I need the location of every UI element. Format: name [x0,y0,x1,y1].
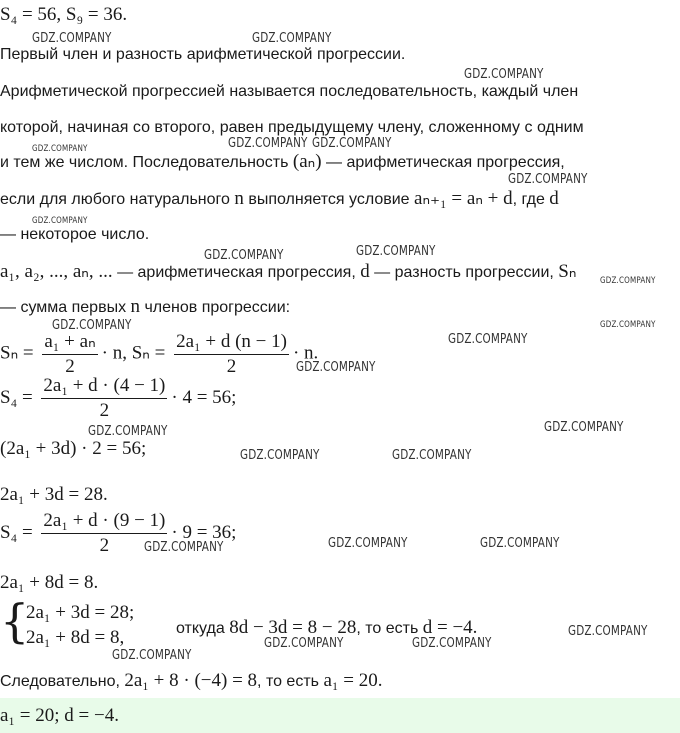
watermark: GDZ.COMPANY [144,540,224,555]
watermark: GDZ.COMPANY [52,318,132,333]
sum-description: — сумма первых n членов прогрессии: [0,296,291,317]
system-equation-2: 2a₁ + 8d = 8, [26,627,125,648]
watermark: GDZ.COMPANY [568,624,648,639]
definition-line-3: и тем же числом. Последовательность (aₙ) — арифметическая прогрессия, [0,151,565,172]
watermark: GDZ.COMPANY [240,448,320,463]
equation-6: 2a₁ + 8d = 8. [0,572,99,593]
definition-line-5: — некоторое число. [0,226,150,243]
sequence-line: a₁, a₂, ..., aₙ, ... — арифметическая прогрессия, d — разность прогрессии, Sₙ [0,261,577,282]
system-equation-1: 2a₁ + 3d = 28; [26,602,135,623]
watermark: GDZ.COMPANY [480,536,560,551]
watermark: GDZ.COMPANY [508,172,588,187]
watermark: GDZ.COMPANY [600,320,656,330]
watermark: GDZ.COMPANY [112,648,192,663]
fraction: $\frac{\text{2a₁ + d (n − 1)}}{2}$ [176,330,287,377]
definition-line-1: Арифметической прогрессией называется последовательность, каждый член [0,83,579,100]
system-conclusion: откуда 8d − 3d = 8 − 28, то есть d = −4. [176,617,478,638]
watermark: GDZ.COMPANY [32,31,112,46]
recurrence-formula: aₙ₊₁ = aₙ + d [414,188,513,209]
equation-4: 2a₁ + 3d = 28. [0,484,108,505]
heading: Первый член и разность арифметической прогрессии. [0,46,406,63]
definition-line-4: если для любого натурального n выполняется условие aₙ₊₁ = aₙ + d, где d [0,188,559,209]
fraction: $\frac{\text{2a₁ + d · (9 − 1)}}{2}$ [43,510,166,556]
brace-icon: { [0,594,30,648]
watermark: GDZ.COMPANY [328,536,408,551]
watermark: GDZ.COMPANY [204,248,284,263]
sequence-notation: (aₙ) [292,151,322,172]
watermark: GDZ.COMPANY [32,216,88,226]
fraction: $\frac{\text{a₁ + aₙ}}{2}$ [44,331,96,377]
answer: a₁ = 20; d = −4. [0,705,119,726]
equation-3: (2a₁ + 3d) · 2 = 56; [0,438,147,459]
watermark: GDZ.COMPANY [448,332,528,347]
sum-formulas: Sₙ = $\frac{\text{a₁ + aₙ}}{2}$ · n, Sₙ = $\frac{\text{2a₁ + d (n − 1)}}{2}$ · n. [0,330,319,377]
watermark: GDZ.COMPANY [264,636,344,651]
watermark: GDZ.COMPANY [252,31,332,46]
watermark: GDZ.COMPANY [412,636,492,651]
watermark: GDZ.COMPANY [392,448,472,463]
s4-formula: S₄ = $\frac{\text{2a₁ + d · (4 − 1)}}{2}$ · 4 = 56; [0,375,237,421]
watermark: GDZ.COMPANY [600,276,656,286]
s9-formula: S₄ = $\frac{\text{2a₁ + d · (9 − 1)}}{2}$ · 9 = 36; [0,510,237,556]
watermark: GDZ.COMPANY [228,136,308,151]
watermark: GDZ.COMPANY [32,144,88,154]
watermark: GDZ.COMPANY [544,420,624,435]
conclusion: Следовательно, 2a₁ + 8 · (−4) = 8, то есть a₁ = 20. [0,670,383,691]
given-values: S₄ = 56, S₉ = 36. [0,4,128,25]
watermark: GDZ.COMPANY [88,424,168,439]
watermark: GDZ.COMPANY [312,136,392,151]
fraction: $\frac{\text{2a₁ + d · (4 − 1)}}{2}$ [43,375,166,421]
definition-line-2: которой, начиная со второго, равен предыдущему члену, сложенному с одним [0,119,584,136]
watermark: GDZ.COMPANY [356,244,436,259]
watermark: GDZ.COMPANY [296,360,376,375]
watermark: GDZ.COMPANY [464,67,544,82]
